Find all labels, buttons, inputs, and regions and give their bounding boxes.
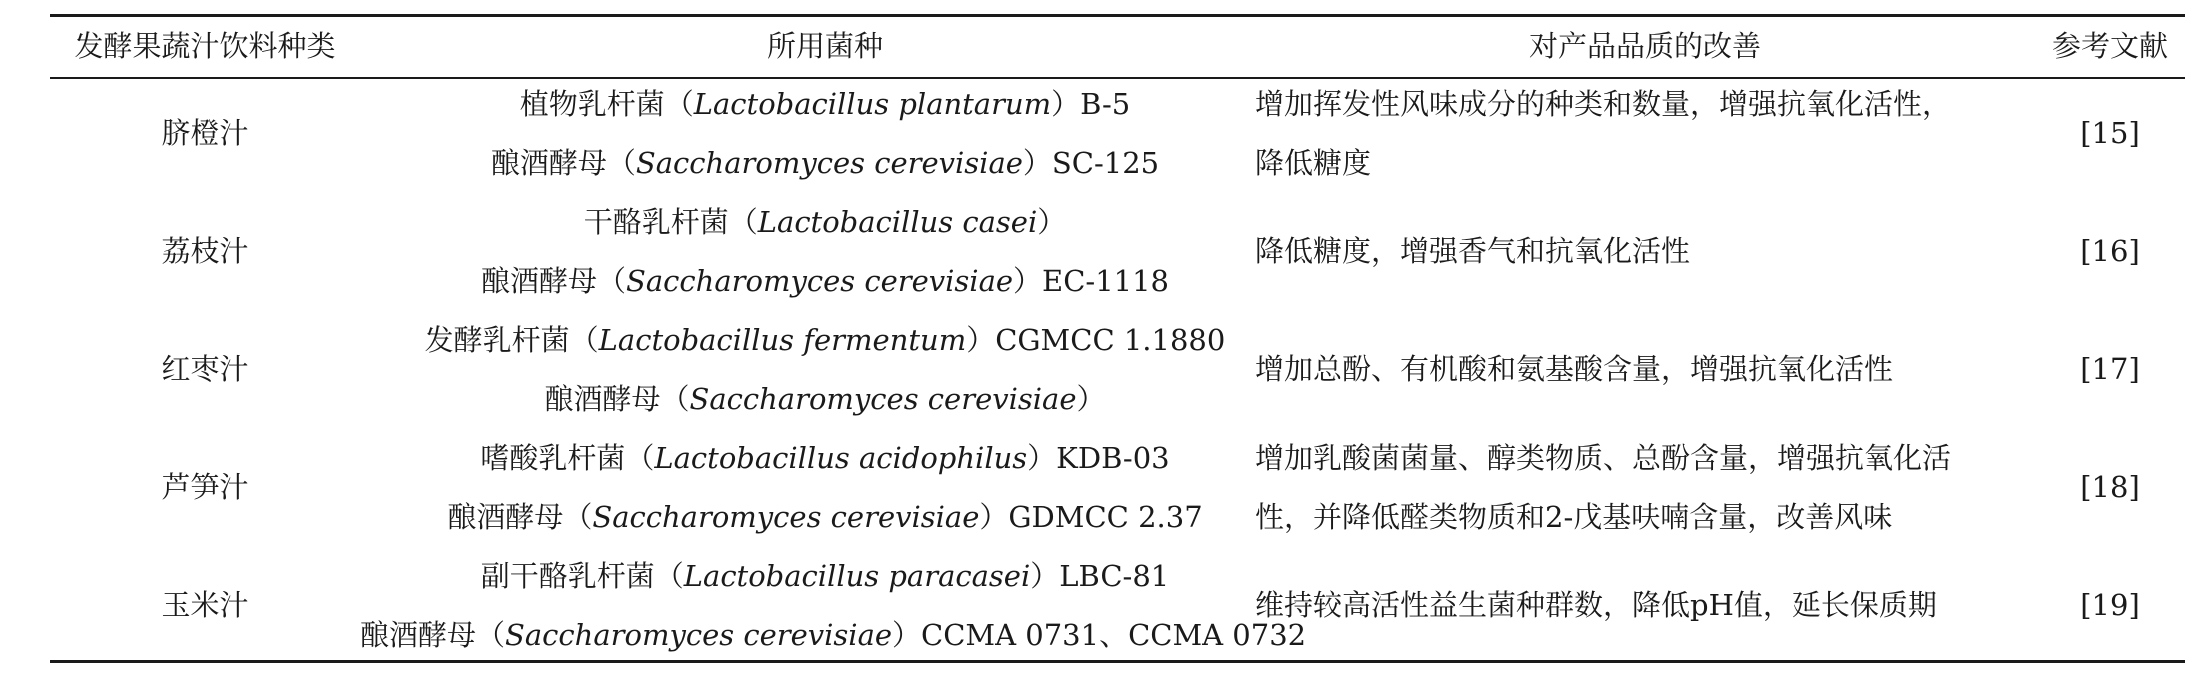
quality-improvement-text: 降低糖度: [1255, 146, 1372, 180]
strain-chinese-name: 发酵乳杆菌（: [424, 323, 599, 357]
juice-type-cell: 荔枝汁: [161, 234, 249, 268]
reference-cell: [15]: [2080, 116, 2140, 150]
strain-scientific-name: Lactobacillus casei: [757, 205, 1038, 239]
strain-code: ）B-5: [1051, 87, 1131, 121]
strain-line: [360, 487, 1290, 547]
strain-chinese-name: 酿酒酵母（: [360, 618, 506, 652]
quality-improvement-text: 增加挥发性风味成分的种类和数量，增强抗氧化活性，: [1255, 87, 1952, 121]
strain-chinese-name: 植物乳杆菌（: [519, 87, 694, 121]
juice-type-cell: 芦笋汁: [161, 470, 249, 504]
strain-line: [360, 74, 1290, 134]
quality-improvement-text: 性，并降低醛类物质和2-戊基呋喃含量，改善风味: [1255, 500, 1893, 534]
strain-code: ）: [1076, 382, 1106, 416]
strain-chinese-name: 酿酒酵母（: [481, 264, 627, 298]
strain-chinese-name: 酿酒酵母（: [447, 500, 593, 534]
strain-chinese-name: 嗜酸乳杆菌（: [480, 441, 655, 475]
juice-type-cell: 玉米汁: [161, 588, 249, 622]
strain-code: ）LBC-81: [1030, 559, 1170, 593]
strain-line: [360, 251, 1290, 311]
strain-scientific-name: Lactobacillus fermentum: [598, 323, 967, 357]
strain-scientific-name: Saccharomyces cerevisiae: [592, 500, 980, 534]
strain-scientific-name: Saccharomyces cerevisiae: [626, 264, 1014, 298]
reference-cell: [17]: [2080, 352, 2140, 386]
quality-improvement-text: 增加乳酸菌菌量、醇类物质、总酚含量，增强抗氧化活: [1255, 441, 1952, 475]
strain-code: ）SC-125: [1022, 146, 1160, 180]
quality-improvement-text: 降低糖度，增强香气和抗氧化活性: [1255, 234, 1691, 268]
header-juice-type: 发酵果蔬汁饮料种类: [74, 29, 336, 63]
header-reference: 参考文献: [2051, 29, 2168, 63]
reference-cell: [19]: [2080, 588, 2140, 622]
header-strains: 所用菌种: [766, 29, 883, 63]
reference-cell: [16]: [2080, 234, 2140, 268]
strain-chinese-name: 酿酒酵母（: [490, 146, 636, 180]
strain-line: [360, 133, 1290, 193]
quality-improvement-text: 维持较高活性益生菌种群数，降低pH值，延长保质期: [1255, 588, 1937, 622]
quality-improvement-text: 增加总酚、有机酸和氨基酸含量，增强抗氧化活性: [1255, 352, 1894, 386]
strain-line: [360, 192, 1290, 252]
strain-chinese-name: 干酪乳杆菌（: [583, 205, 758, 239]
strain-code: ）: [1037, 205, 1067, 239]
strain-line: [360, 546, 1290, 606]
juice-type-cell: 脐橙汁: [161, 116, 249, 150]
strain-code: ）KDB-03: [1027, 441, 1170, 475]
strain-chinese-name: 副干酪乳杆菌（: [480, 559, 684, 593]
header-quality-improvement: 对产品品质的改善: [1528, 29, 1761, 63]
strain-scientific-name: Saccharomyces cerevisiae: [505, 618, 893, 652]
strain-line: [360, 310, 1290, 370]
strain-scientific-name: Lactobacillus acidophilus: [654, 441, 1028, 475]
strain-code: ）GDMCC 2.37: [979, 500, 1203, 534]
strain-line: [360, 428, 1290, 488]
strain-scientific-name: Saccharomyces cerevisiae: [689, 382, 1077, 416]
strain-scientific-name: Lactobacillus plantarum: [693, 87, 1052, 121]
strain-scientific-name: Saccharomyces cerevisiae: [635, 146, 1023, 180]
reference-cell: [18]: [2080, 470, 2140, 504]
strain-line: [360, 369, 1290, 429]
strain-scientific-name: Lactobacillus paracasei: [683, 559, 1031, 593]
strain-code: ）CCMA 0731、CCMA 0732: [892, 618, 1307, 652]
juice-type-cell: 红枣汁: [161, 352, 249, 386]
strain-line: [360, 605, 1307, 665]
strain-chinese-name: 酿酒酵母（: [544, 382, 690, 416]
strain-code: ）CGMCC 1.1880: [966, 323, 1226, 357]
strain-code: ）EC-1118: [1013, 264, 1169, 298]
bottom-rule: [50, 660, 2185, 663]
